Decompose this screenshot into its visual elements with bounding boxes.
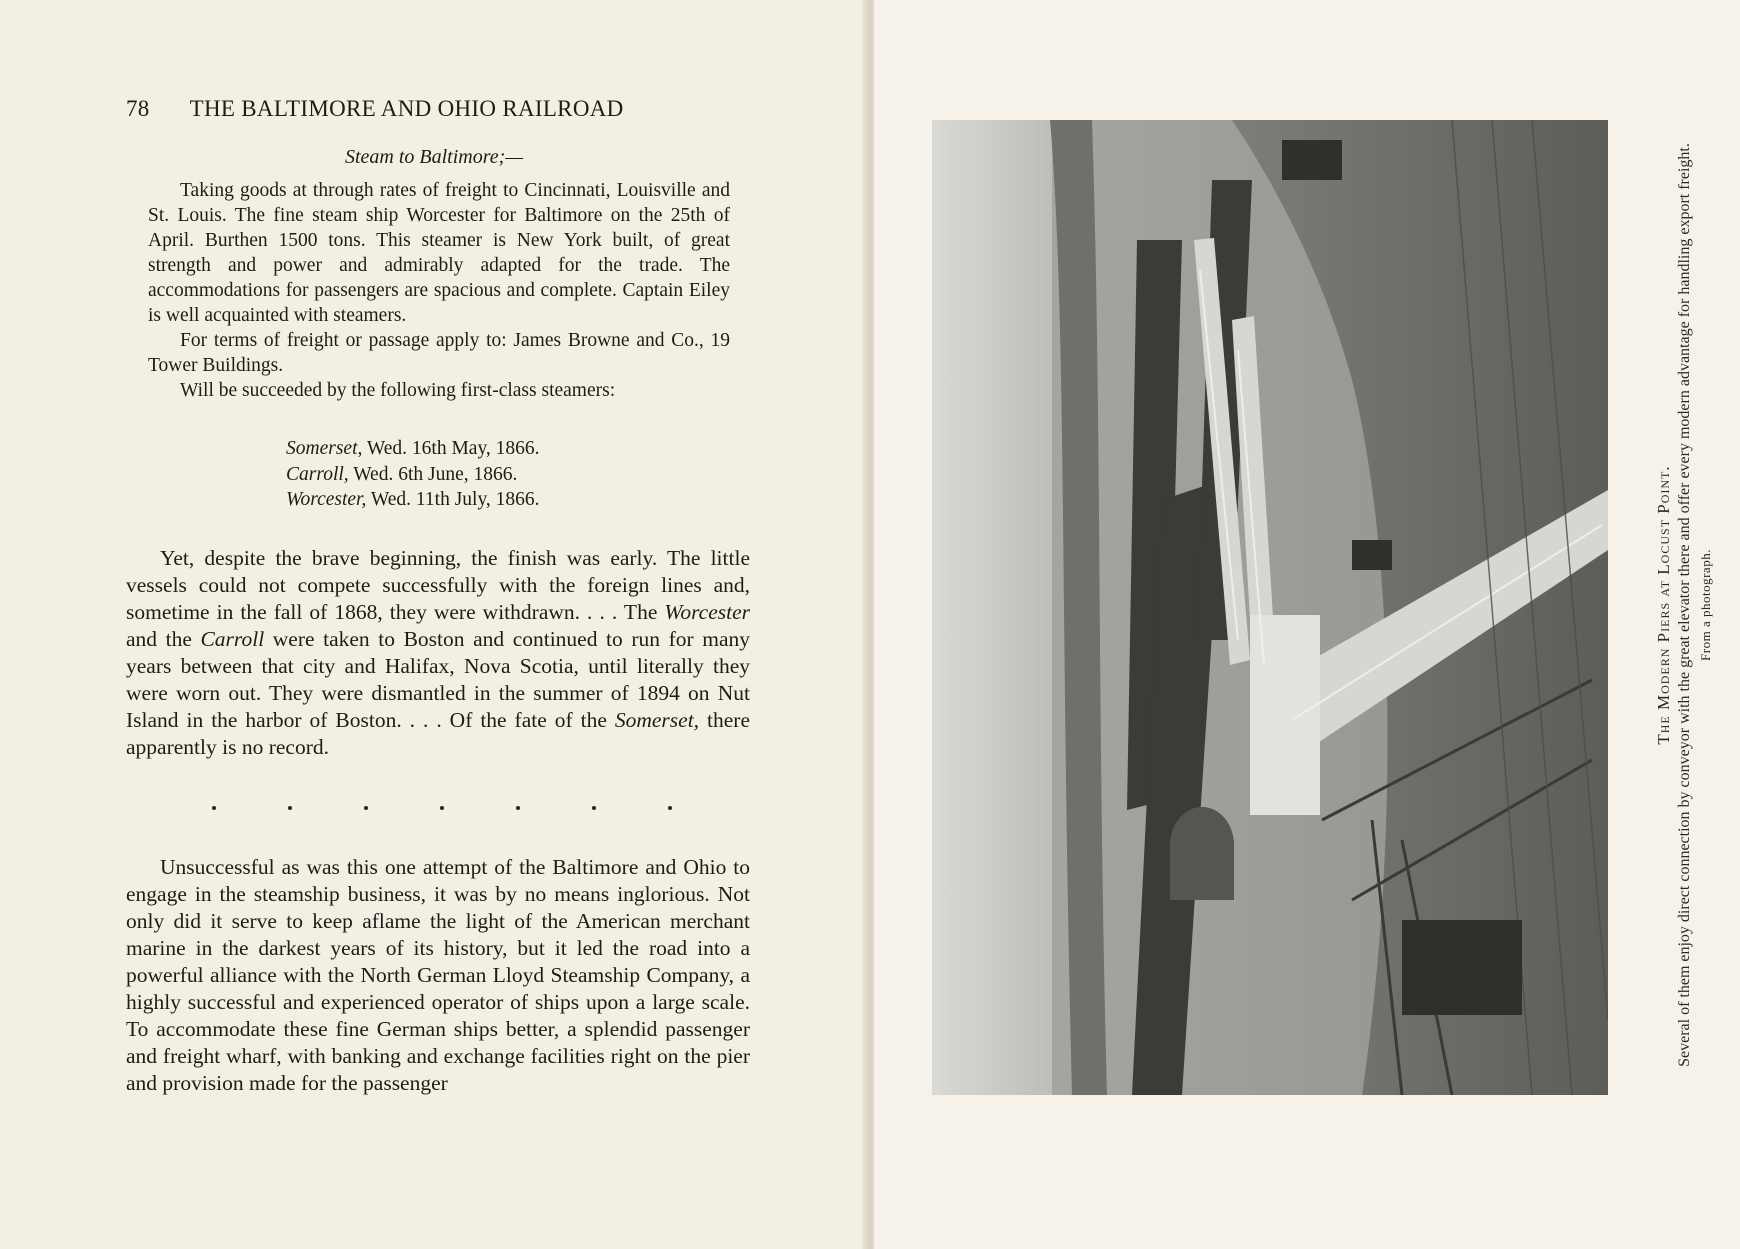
ellipsis-dot bbox=[516, 806, 520, 810]
schedule-row bbox=[286, 462, 540, 488]
ship-name: Worcester bbox=[664, 600, 750, 624]
sailing-date: Wed. 16th May, 1866. bbox=[366, 438, 540, 459]
photo-caption-area bbox=[1644, 125, 1724, 1085]
running-header bbox=[126, 96, 624, 122]
caption-text: Several of them enjoy direct connection by conveyor with the great elevator there and offer every modern advantage for handling export freight. bbox=[1676, 143, 1693, 1067]
ellipsis-dot bbox=[364, 806, 368, 810]
ship-name: Worcester, bbox=[286, 489, 367, 510]
caption-title: The Modern Piers at Locust Point. bbox=[1654, 465, 1673, 745]
ship-name: Somerset, bbox=[286, 438, 363, 459]
caption-source: From a photograph. bbox=[1698, 549, 1713, 661]
page-number: 78 bbox=[126, 96, 150, 121]
ellipsis-dot bbox=[668, 806, 672, 810]
ship-name: Carroll bbox=[200, 627, 265, 651]
pier-photo-illustration bbox=[932, 120, 1608, 1095]
ellipsis-dot bbox=[212, 806, 216, 810]
steamer-schedule bbox=[286, 436, 540, 513]
ship-name: Carroll, bbox=[286, 463, 349, 485]
schedule-row bbox=[286, 487, 540, 513]
paragraph-text: Unsuccessful as was this one attempt of the Baltimore and Ohio to engage in the steamship business, it was by no means inglorious. Not only did it serve to keep aflame the light of the American merchant marine in the darkest years of its history, but it led the road into a powerful alliance with the North German Lloyd Steamship Company, a highly successful and experienced operator of ships upon a large scale. To accommodate these fine German ships better, a splendid passenger and freight wharf, with banking and exchange facilities right on the pier and provision made for the passenger bbox=[126, 855, 750, 1095]
section-break-dots bbox=[212, 806, 672, 810]
sailing-date: Wed. 11th July, 1866. bbox=[370, 489, 540, 510]
text-run: were taken to Boston and continued to run for many years between that city and Halifax, Nova Scotia, until literally they were worn out. They were dismantled in the summer of 1894 on Nut Island in the harbor of Boston. . . . Of the fate of the bbox=[126, 627, 750, 732]
sailing-date: Wed. 6th June, 1866. bbox=[353, 463, 518, 485]
notice-paragraph: Taking goods at through rates of freight to Cincinnati, Louisville and St. Louis. The fine steam ship Worcester for Baltimore on the 25th of April. Burthen 1500 tons. This steamer is New York built, of great strength and power and admirably adapted for the trade. The accommodations for passengers are spacious and complete. Captain Eiley is well acquainted with steamers. bbox=[148, 180, 730, 326]
notice-paragraph: Will be succeeded by the following first-class steamers: bbox=[180, 380, 616, 401]
ellipsis-dot bbox=[592, 806, 596, 810]
running-title: THE BALTIMORE AND OHIO RAILROAD bbox=[189, 96, 624, 121]
text-run: and the bbox=[126, 627, 201, 651]
photo-caption bbox=[1654, 125, 1714, 1085]
schedule-row bbox=[286, 436, 540, 462]
ship-name: Somerset, bbox=[614, 708, 700, 732]
body-paragraph-2 bbox=[126, 854, 750, 1097]
notice-heading: Steam to Baltimore;— bbox=[344, 146, 524, 168]
text-run: there apparently is no record. bbox=[126, 708, 750, 759]
notice-paragraph: For terms of freight or passage apply to: James Browne and Co., 19 Tower Buildings. bbox=[148, 330, 730, 376]
text-run: Yet, despite the brave beginning, the finish was early. The little vessels could not compete successfully with the foreign lines and, sometime in the fall of 1868, they were withdrawn. . . . The bbox=[126, 546, 750, 624]
body-paragraph-1 bbox=[126, 545, 750, 761]
shipping-notice bbox=[148, 178, 730, 403]
left-page bbox=[0, 0, 868, 1249]
ellipsis-dot bbox=[440, 806, 444, 810]
pier-photograph bbox=[932, 120, 1608, 1095]
ellipsis-dot bbox=[288, 806, 292, 810]
